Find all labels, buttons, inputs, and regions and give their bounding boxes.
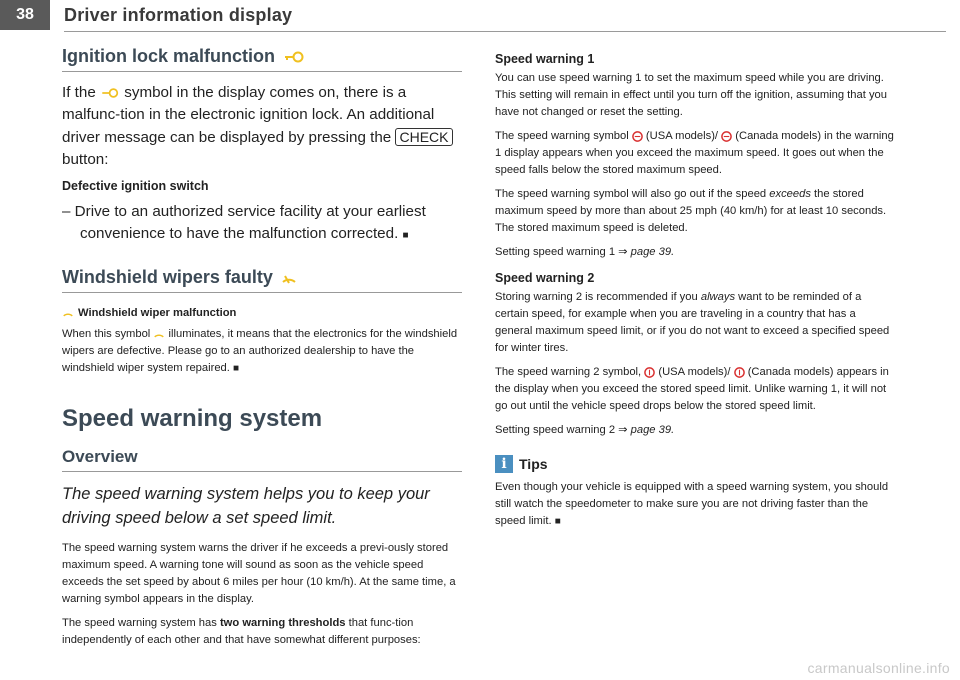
wipers-subhead-text: Windshield wiper malfunction: [78, 307, 237, 319]
w2-paragraph-3: [495, 422, 895, 439]
w1-p3-a: The speed warning symbol will also go out if the speed: [495, 188, 767, 200]
ignition-para-pre: If the: [62, 84, 96, 101]
w1-p2-a: The speed warning symbol: [495, 130, 629, 142]
ignition-para-end: button:: [62, 151, 109, 168]
w1-paragraph-1: You can use speed warning 1 to set the maximum speed while you are driving. This setting will remain in effect until you turn off the ignition, assuming that you have not changed or reset the setting.: [495, 72, 887, 118]
overview-para2-bold: two warning thresholds: [219, 617, 346, 629]
wiper-warning-icon: [281, 271, 297, 285]
wiper-small-icon: [62, 308, 74, 318]
wipers-subhead: [62, 307, 462, 319]
ignition-subhead: Defective ignition switch: [62, 179, 209, 193]
header-rule: [64, 31, 946, 32]
tips-text-body: Even though your vehicle is equipped with a speed warning system, you should still watch the speedometer to make sure you are not driving faster than the speed limit.: [495, 481, 889, 527]
w1-paragraph-2: [495, 128, 895, 179]
speed-warning-2-heading: Speed warning 2: [495, 271, 595, 285]
w2-p1-a: Storing warning 2 is recommended if you: [495, 291, 698, 303]
end-mark: ■: [554, 516, 561, 527]
check-key: [395, 128, 452, 146]
overview-heading: Overview: [62, 447, 462, 472]
ignition-para-post: symbol in the display comes on, there is a malfunc-tion in the electronic ignition lock. An additional driver message can be displayed by pressing the: [62, 84, 435, 146]
w1-p4-a: Setting speed warning 1: [495, 246, 616, 258]
w1-paragraph-3: [495, 186, 895, 237]
ignition-heading: [62, 46, 462, 72]
page-number: 38: [0, 0, 50, 30]
tips-heading-text: Tips: [519, 456, 548, 472]
speed-symbol-usa-icon: [632, 131, 643, 142]
w1-p2-b: (USA models)/: [645, 130, 719, 142]
wipers-para-pre: When this symbol: [62, 328, 151, 340]
end-mark: ■: [233, 363, 240, 374]
wipers-heading: [62, 267, 462, 293]
end-mark: ■: [402, 230, 409, 241]
ignition-bullet: [62, 201, 462, 247]
running-head: Driver information display: [64, 5, 293, 25]
overview-para2-pre: The speed warning system has: [62, 617, 217, 629]
w1-p2-c: (Canada models) in the warning 1 display appears when you exceed the maximum speed. It goes out when the speed falls below the stored maximum speed.: [495, 130, 894, 176]
speed-symbol-canada-icon: [721, 131, 732, 142]
w2-p2-a: The speed warning 2 symbol,: [495, 366, 642, 378]
tips-heading: [495, 455, 895, 473]
ignition-bullet-text: – Drive to an authorized service facility at your earliest convenience to have the malfunction corrected.: [62, 203, 426, 242]
ignition-paragraph: [62, 82, 462, 171]
speed-symbol-2-canada-icon: [734, 367, 745, 378]
overview-paragraph-1: The speed warning system warns the driver if he exceeds a previ-ously stored maximum speed. A warning tone will sound as soon as the vehicle speed exceeds the set speed by about 6 miles per hour (10 km/h). At the same time, a warning symbol appears in the display.: [62, 542, 456, 605]
w1-p3-b: the stored maximum speed by more than about 25 mph (40 km/h) for at least 10 seconds. The stored maximum speed is deleted.: [495, 188, 887, 234]
watermark: carmanualsonline.info: [807, 660, 950, 676]
right-column: [495, 52, 895, 537]
info-icon: i: [495, 455, 513, 473]
w1-paragraph-4: [495, 244, 895, 261]
w2-p1-b: want to be reminded of a certain speed, for example when you are traveling in a country that has a general maximum speed limit, or if you do not want to exceed a specified speed for winter tires.: [495, 291, 890, 354]
overview-intro: The speed warning system helps you to keep your driving speed below a set speed limit.: [62, 485, 430, 527]
w2-p3-a: Setting speed warning 2: [495, 424, 616, 436]
wipers-paragraph: [62, 326, 462, 377]
speed-symbol-2-usa-icon: [644, 367, 655, 378]
key-inline-icon: [100, 87, 120, 99]
overview-paragraph-2: [62, 615, 462, 649]
w1-p3-em: exceeds: [769, 188, 811, 200]
w2-p2-b: (USA models)/: [658, 366, 731, 378]
page-39-link-2[interactable]: ⇒ page 39.: [618, 424, 675, 436]
overview-para2-post: that func-tion independently of each other and that have somewhat different purposes:: [62, 617, 421, 646]
w2-p1-em: always: [700, 291, 736, 303]
wipers-para-post: illuminates, it means that the electronics for the windshield wipers are defective. Please go to an authorized dealership to have the windshield wiper system repaired.: [62, 328, 458, 374]
ignition-heading-text: Ignition lock malfunction: [62, 46, 275, 66]
w2-p2-c: (Canada models) appears in the display when you exceed the stored speed limit. Unlike warning 1, it will not go out until the vehicle speed drops below the stored speed limit.: [495, 366, 889, 412]
w2-paragraph-2: [495, 364, 895, 415]
wiper-inline-icon: [153, 329, 165, 339]
w2-paragraph-1: [495, 289, 895, 357]
speed-warning-1-heading: Speed warning 1: [495, 52, 595, 66]
key-warning-icon: [283, 50, 305, 64]
speed-system-heading: Speed warning system: [62, 405, 323, 432]
wipers-heading-text: Windshield wipers faulty: [62, 267, 273, 287]
left-column: [62, 46, 462, 656]
page-39-link[interactable]: ⇒ page 39.: [618, 246, 675, 258]
page-header: [0, 0, 960, 34]
check-key-label: CHECK: [399, 129, 449, 145]
tips-text: [495, 479, 895, 530]
